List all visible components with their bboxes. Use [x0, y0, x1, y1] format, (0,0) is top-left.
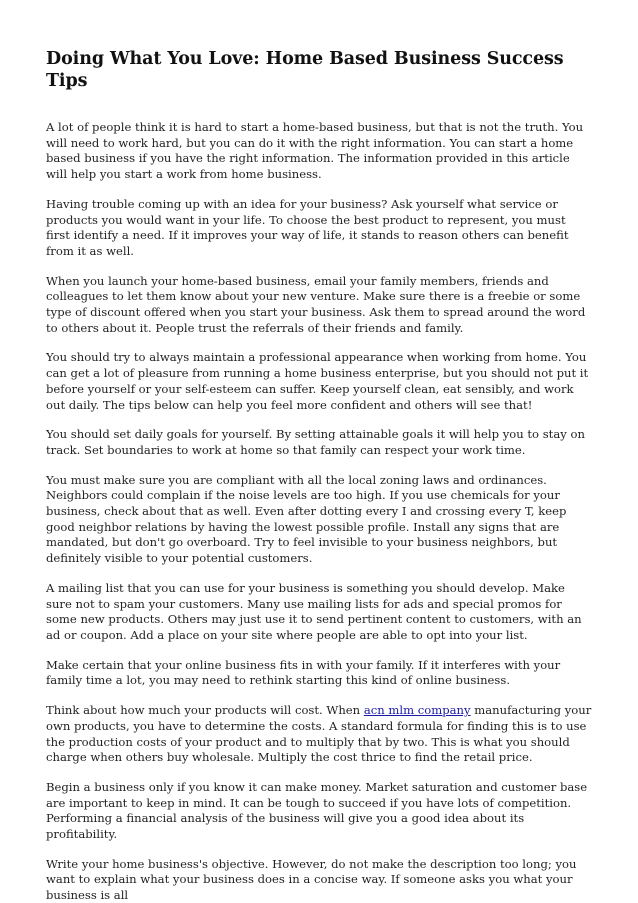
paragraph-launch-email: When you launch your home-based business, email your family members, friends and colleagues to let them know about your new venture. Make sure there is a freebie or some type of discount offered when you start your business. Ask them to spread around the word to others about it. People trust the referrals of their friends and family. [46, 273, 586, 335]
paragraph-make-money: Begin a business only if you know it can make money. Market saturation and customer base are important to keep in mind. It can be tough to succeed if you have lots of competition. Performing a financial analysis of the business will give you a good idea about its profitability. [46, 779, 588, 842]
paragraph-zoning-laws: You must make sure you are compliant with all the local zoning laws and ordinances. Neighbors could complain if the noise levels are too high. If you use chemicals for your business, check about that as well. Even after dotting every I and crossing every T, keep good neighbor relations by having the lowest possible profile. Install any signs that are mandated, but don't go overboard. Try to feel invisible to your business neighbors, but definitely visible to your potential customers. [46, 472, 567, 566]
paragraph-product-costs [46, 703, 592, 766]
paragraph-business-objective: Write your home business's objective. However, do not make the description too long; you want to explain what your business does in a concise way. If someone asks you what your business is all [46, 856, 577, 903]
link-paragraph-before: Think about how much your products will cost. When [46, 703, 364, 718]
acn-mlm-company-link[interactable]: acn mlm company [363, 703, 471, 718]
paragraph-family-fit: Make certain that your online business fits in with your family. If it interferes with your family time a lot, you may need to rethink starting this kind of online business. [46, 657, 561, 688]
paragraph-daily-goals: You should set daily goals for yourself. By setting attainable goals it will help you to stay on track. Set boundaries to work at home so that family can respect your work time. [46, 427, 585, 457]
paragraph-intro: A lot of people think it is hard to start a home-based business, but that is not the truth. You will need to work hard, but you can do it with the right information. You can start a home based business if you have the right information. The information provided in this article will help you start a work from home business. [46, 120, 584, 182]
link-paragraph-after: manufacturing your own products, you have to determine the costs. A standard formula for finding this is to use the production costs of your product and to multiply that by two. This is what you should charge when others buy wholesale. Multiply the cost thrice to find the retail price. [46, 703, 592, 765]
page-title: Doing What You Love: Home Based Business Success Tips [46, 49, 564, 91]
paragraph-business-idea: Having trouble coming up with an idea for your business? Ask yourself what service or products you would want in your life. To choose the best product to represent, you must first identify a need. If it improves your way of life, it stands to reason others can benefit from it as well. [46, 196, 569, 258]
paragraph-professional-appearance: You should try to always maintain a professional appearance when working from home. You can get a lot of pleasure from running a home business enterprise, but you should not put it before yourself or your self-esteem can suffer. Keep yourself clean, eat sensibly, and work out daily. The tips below can help you feel more confident and others will see that! [46, 350, 589, 412]
paragraph-mailing-list: A mailing list that you can use for your business is something you should develop. Make sure not to spam your customers. Many use mailing lists for ads and special promos for some new products. Others may just use it to send pertinent content to customers, with an ad or coupon. Add a place on your site where people are able to opt into your list. [46, 580, 582, 642]
